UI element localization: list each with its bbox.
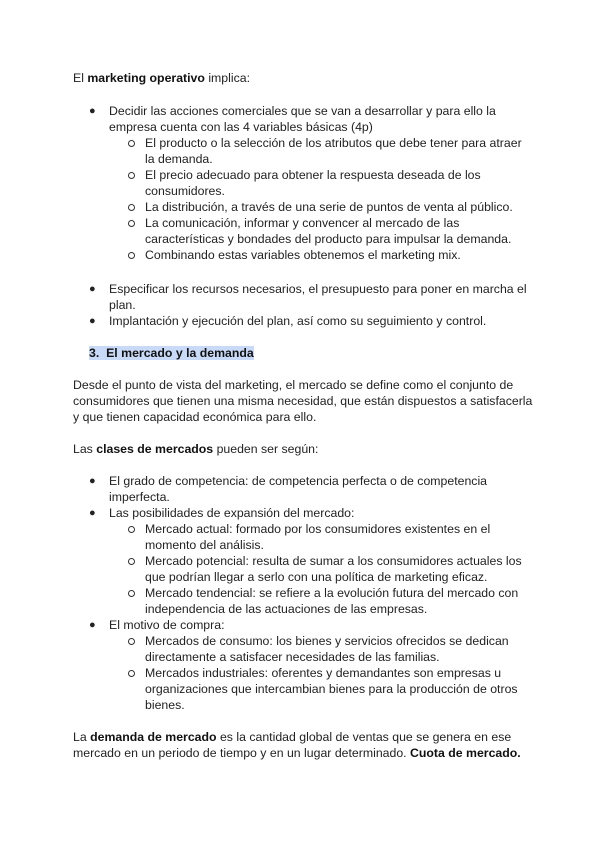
circle-bullet-icon	[128, 252, 135, 259]
sub-list-item: La comunicación, informar y convencer al mercado de las	[145, 216, 460, 230]
circle-bullet-icon	[128, 140, 135, 147]
bold-term: Cuota de mercado.	[410, 746, 521, 760]
list-item: Especificar los recursos necesarios, el presupuesto para poner en marcha el	[109, 282, 527, 296]
list-item-continuation: plan.	[109, 298, 136, 312]
bold-term: demanda de mercado	[90, 730, 217, 744]
sub-list-item-continuation: bienes.	[145, 698, 185, 712]
bullet-icon: ●	[89, 507, 96, 519]
bullet-icon: ●	[89, 283, 96, 295]
section-heading	[89, 345, 254, 361]
circle-bullet-icon	[128, 558, 135, 565]
sub-list-item: El producto o la selección de los atributos que debe tener para atraer	[145, 136, 522, 150]
sub-list-item: Mercados de consumo: los bienes y servicios ofrecidos se dedican	[145, 634, 509, 648]
sub-list-item-continuation: consumidores.	[145, 184, 225, 198]
paragraph-line: Desde el punto de vista del marketing, el mercado se define como el conjunto de	[73, 378, 514, 392]
sub-list-item: El precio adecuado para obtener la respuesta deseada de los	[145, 168, 481, 182]
list-item-continuation: imperfecta.	[109, 490, 170, 504]
bullet-icon: ●	[89, 619, 96, 631]
sub-list-item: Mercado potencial: resulta de sumar a los consumidores actuales los	[145, 554, 522, 568]
bullet-icon: ●	[89, 105, 96, 117]
sub-list-item: Mercado actual: formado por los consumidores existentes en el	[145, 522, 491, 536]
sub-list-item-continuation: características y bondades del producto para impulsar la demanda.	[145, 232, 512, 246]
list-item: Decidir las acciones comerciales que se van a desarrollar y para ello la	[109, 104, 496, 118]
sub-list-item-continuation: que podrían llegar a serlo con una política de marketing eficaz.	[145, 570, 488, 584]
circle-bullet-icon	[128, 670, 135, 677]
paragraph-line: consumidores que tienen una misma necesidad, que están dispuestos a satisfacerla	[73, 394, 533, 408]
sub-list-item-continuation: organizaciones que intercambian bienes para la producción de otros	[145, 682, 518, 696]
sub-list-item: Mercado tendencial: se refiere a la evolución futura del mercado con	[145, 586, 519, 600]
list-item: El motivo de compra:	[109, 618, 225, 632]
sub-list-item: Combinando estas variables obtenemos el marketing mix.	[145, 248, 461, 262]
bullet-icon: ●	[89, 475, 96, 487]
circle-bullet-icon	[128, 638, 135, 645]
bold-term: marketing operativo	[87, 71, 205, 85]
heading-number: 3.	[89, 346, 100, 360]
paragraph-demanda-mercado: La demanda de mercado es la cantidad global de ventas que se genera en ese	[73, 730, 512, 744]
heading-title: El mercado y la demanda	[106, 346, 254, 360]
circle-bullet-icon	[128, 204, 135, 211]
paragraph-line: mercado en un periodo de tiempo y en un lugar determinado. Cuota de mercado.	[73, 746, 521, 760]
circle-bullet-icon	[128, 526, 135, 533]
sub-list-item-continuation: momento del análisis.	[145, 538, 264, 552]
list-item: El grado de competencia: de competencia perfecta o de competencia	[109, 474, 488, 488]
sub-list-item: La distribución, a través de una serie de puntos de venta al público.	[145, 200, 513, 214]
list-item-continuation: empresa cuenta con las 4 variables básicas (4p)	[109, 120, 373, 134]
circle-bullet-icon	[128, 220, 135, 227]
list-item: Implantación y ejecución del plan, así como su seguimiento y control.	[109, 314, 487, 328]
paragraph-clases-mercados: Las clases de mercados pueden ser según:	[73, 442, 319, 456]
circle-bullet-icon	[128, 172, 135, 179]
paragraph-line: y que tienen capacidad económica para ello.	[73, 410, 317, 424]
sub-list-item: Mercados industriales: oferentes y demandantes son empresas u	[145, 666, 502, 680]
paragraph-marketing-operativo: El marketing operativo implica:	[73, 71, 251, 85]
sub-list-item-continuation: independencia de las actuaciones de las empresas.	[145, 602, 428, 616]
sub-list-item-continuation: directamente a satisfacer necesidades de las familias.	[145, 650, 440, 664]
bold-term: clases de mercados	[96, 442, 214, 456]
list-item: Las posibilidades de expansión del mercado:	[109, 506, 355, 520]
circle-bullet-icon	[128, 590, 135, 597]
bullet-icon: ●	[89, 315, 96, 327]
sub-list-item-continuation: la demanda.	[145, 152, 213, 166]
